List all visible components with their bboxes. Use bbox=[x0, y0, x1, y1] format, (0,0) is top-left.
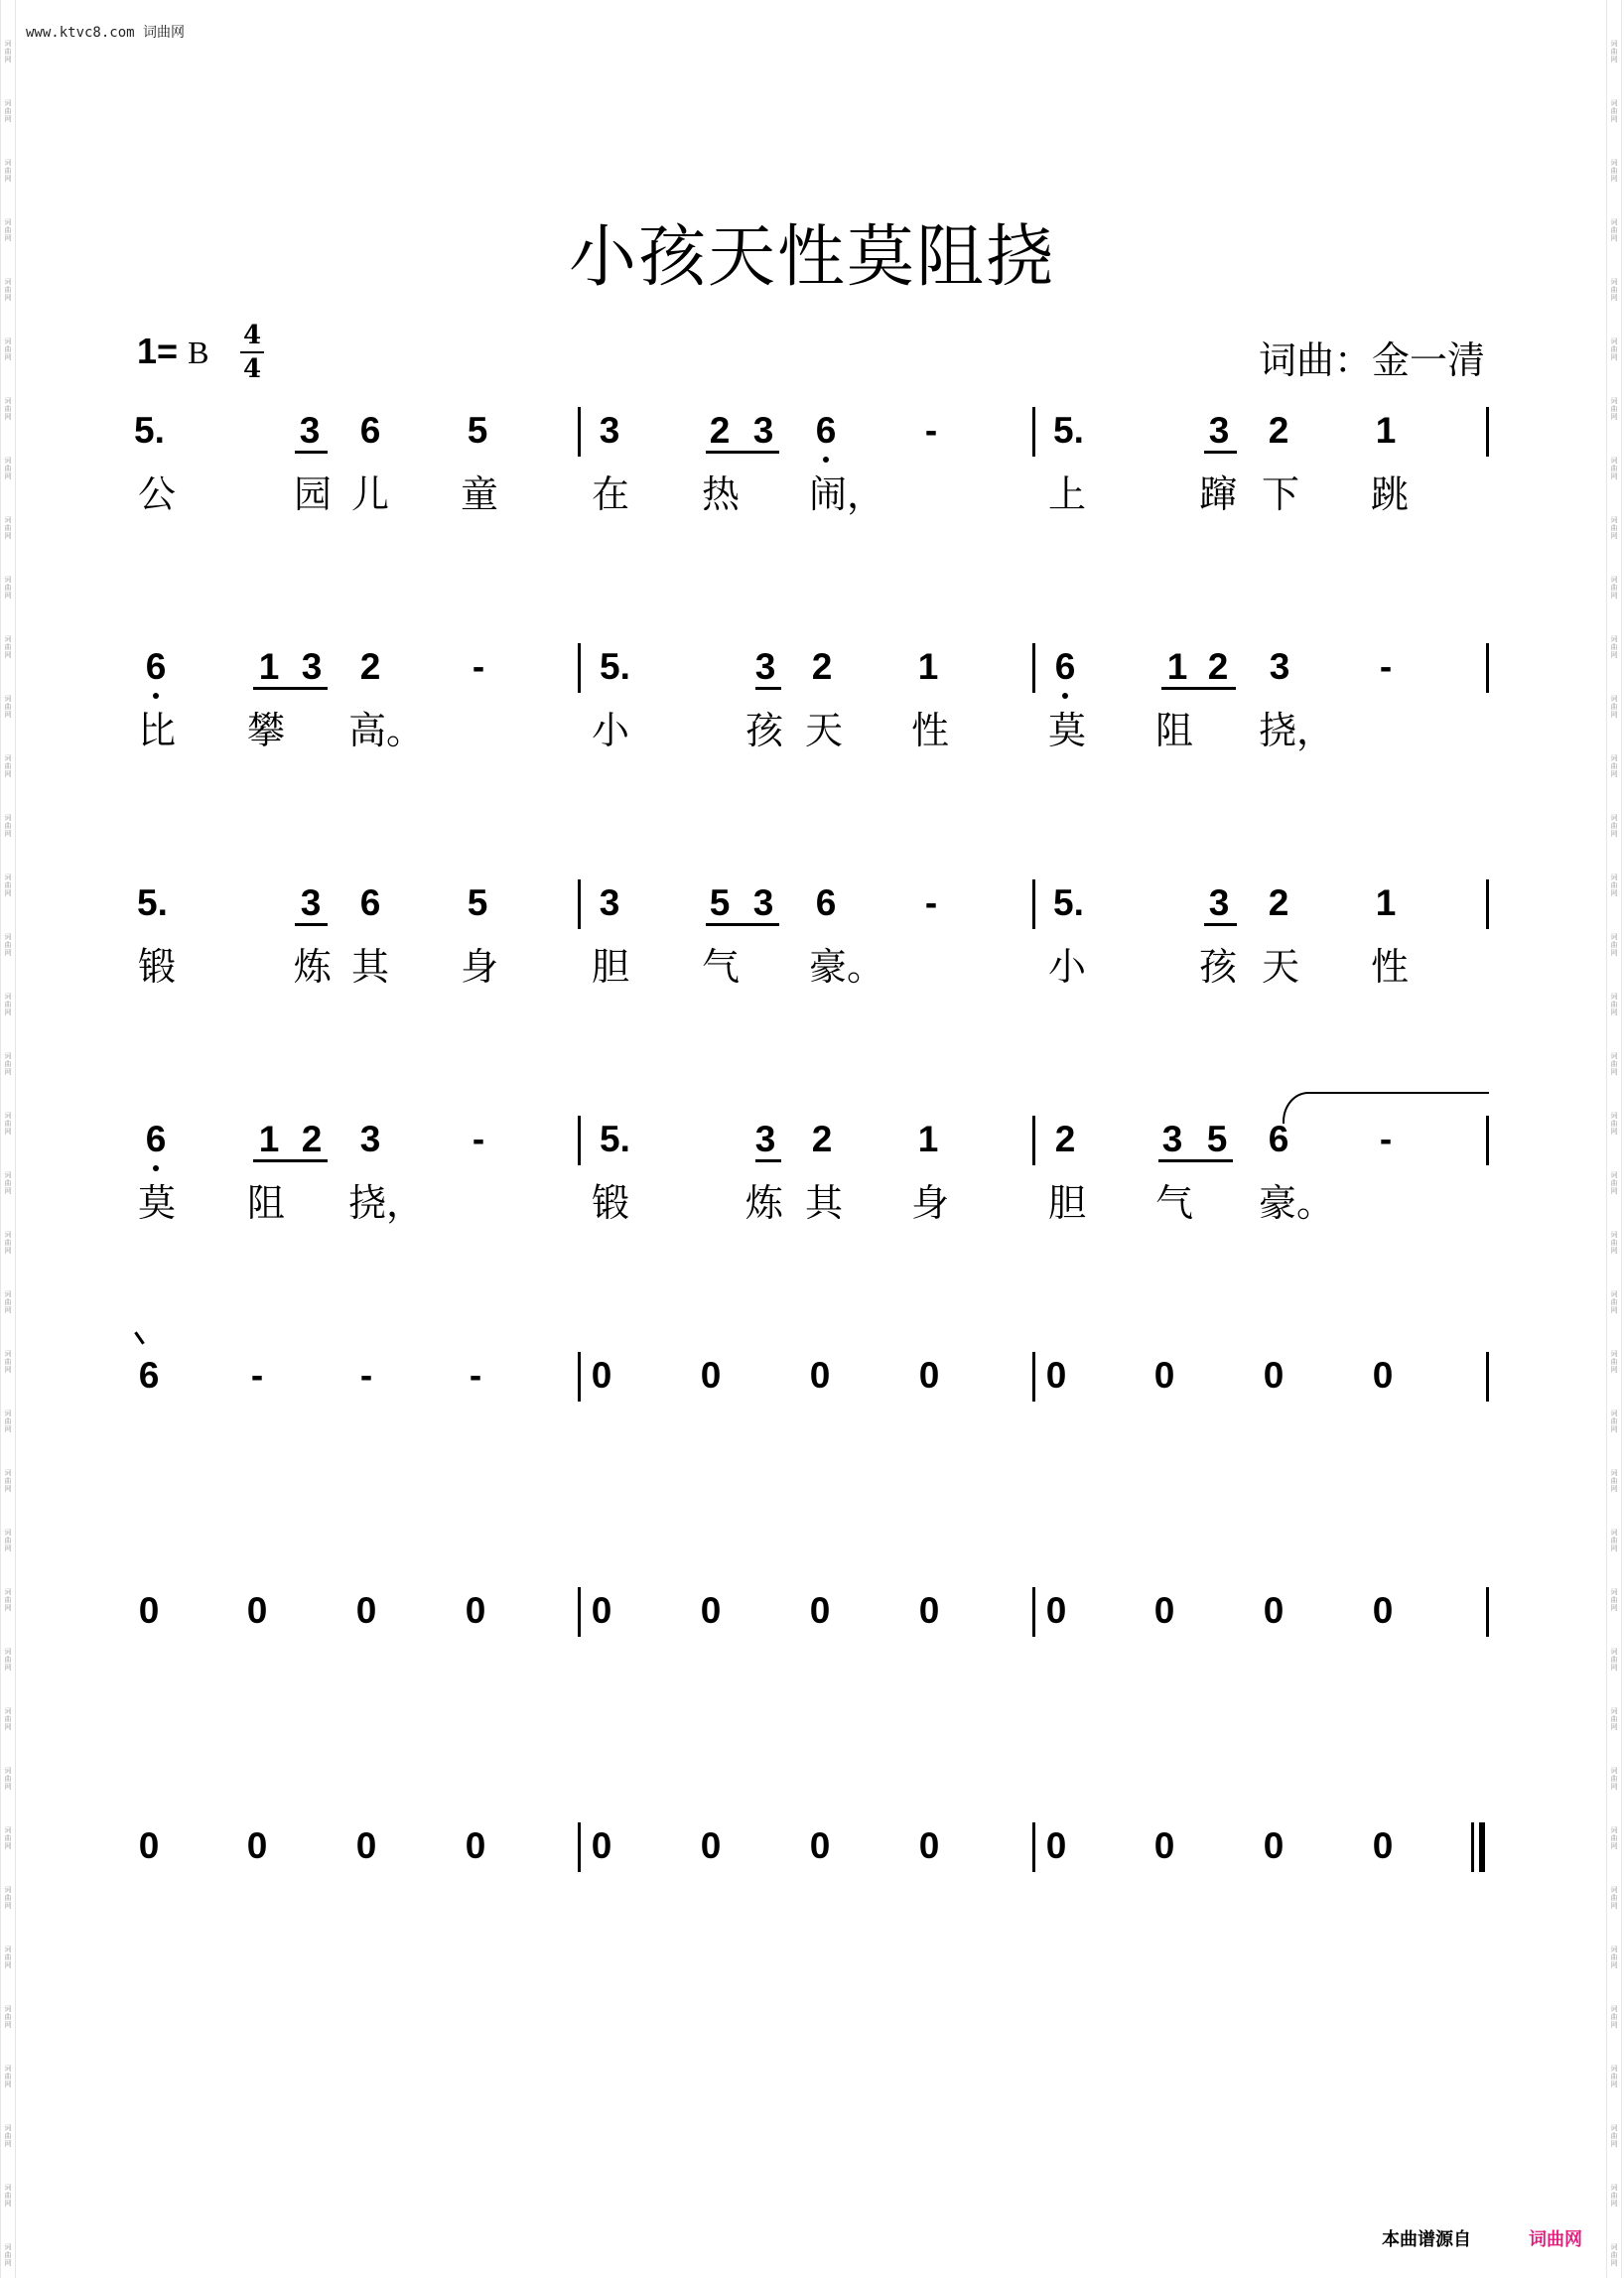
song-title: 小孩天性莫阻挠 bbox=[568, 218, 1055, 297]
note: 2 bbox=[1207, 646, 1229, 687]
note: 3 bbox=[1161, 1119, 1183, 1159]
watermark-mark: 词曲网 bbox=[1610, 2065, 1618, 2088]
note: 0 bbox=[918, 1825, 940, 1866]
note: 1 bbox=[258, 1119, 280, 1159]
watermark-mark: 词曲网 bbox=[1610, 1707, 1618, 1731]
watermark-mark: 词曲网 bbox=[1610, 1588, 1618, 1612]
note: 2 bbox=[811, 646, 833, 687]
watermark-mark: 词曲网 bbox=[4, 516, 12, 540]
breath-mark bbox=[134, 1331, 144, 1344]
low-octave-dot bbox=[823, 457, 829, 463]
note: 6 bbox=[138, 1355, 160, 1396]
left-watermark-strip bbox=[0, 0, 16, 2278]
note: 5. bbox=[1053, 882, 1084, 923]
lyric: 热 bbox=[701, 472, 740, 516]
watermark-mark: 词曲网 bbox=[1610, 1886, 1618, 1910]
watermark-mark: 词曲网 bbox=[4, 1171, 12, 1195]
note: 0 bbox=[1263, 1355, 1285, 1396]
lyric: 锻 bbox=[591, 1181, 629, 1225]
note: 0 bbox=[700, 1590, 722, 1631]
note: 0 bbox=[1372, 1825, 1394, 1866]
watermark-mark: 词曲网 bbox=[4, 635, 12, 659]
bar-line bbox=[578, 1116, 581, 1165]
watermark-mark: 词曲网 bbox=[4, 1767, 12, 1791]
note: 1 bbox=[1375, 882, 1397, 923]
beam-underline bbox=[755, 1159, 781, 1162]
watermark-mark: 词曲网 bbox=[4, 2243, 12, 2267]
watermark-mark: 词曲网 bbox=[1610, 754, 1618, 778]
lyric: 园 bbox=[293, 472, 332, 516]
note: 6 bbox=[1268, 1119, 1289, 1159]
lyric: 孩 bbox=[1198, 945, 1237, 989]
watermark-mark: 词曲网 bbox=[4, 1231, 12, 1255]
note: 6 bbox=[815, 410, 837, 451]
bar-line bbox=[1032, 1352, 1035, 1402]
lyric: 炼 bbox=[293, 945, 332, 989]
watermark-mark: 词曲网 bbox=[4, 695, 12, 719]
watermark-mark: 词曲网 bbox=[4, 40, 12, 64]
note: - bbox=[250, 1355, 264, 1396]
note: 6 bbox=[359, 882, 381, 923]
note: 0 bbox=[355, 1825, 377, 1866]
watermark-mark: 词曲网 bbox=[1610, 1826, 1618, 1850]
note: 0 bbox=[700, 1825, 722, 1866]
watermark-mark: 词曲网 bbox=[1610, 873, 1618, 897]
watermark-mark: 词曲网 bbox=[1610, 1945, 1618, 1969]
watermark-mark: 词曲网 bbox=[4, 457, 12, 480]
time-signature-top: 4 bbox=[242, 321, 262, 350]
low-octave-dot bbox=[153, 1165, 159, 1171]
note: 3 bbox=[300, 882, 322, 923]
note: 5. bbox=[600, 646, 630, 687]
low-octave-dot bbox=[153, 693, 159, 699]
note: 0 bbox=[918, 1590, 940, 1631]
lyric: 公 bbox=[137, 472, 176, 516]
watermark-mark: 词曲网 bbox=[4, 1529, 12, 1552]
watermark-mark: 词曲网 bbox=[4, 218, 12, 242]
note: 2 bbox=[811, 1119, 833, 1159]
lyric: 性 bbox=[1370, 945, 1409, 989]
note: 0 bbox=[1045, 1825, 1067, 1866]
note: 0 bbox=[465, 1825, 486, 1866]
watermark-mark: 词曲网 bbox=[1610, 1112, 1618, 1136]
watermark-mark: 词曲网 bbox=[4, 2184, 12, 2208]
watermark-mark: 词曲网 bbox=[1610, 2124, 1618, 2148]
note: 5 bbox=[467, 410, 488, 451]
note: 0 bbox=[1153, 1825, 1175, 1866]
lyric: 其 bbox=[350, 945, 389, 989]
watermark-mark: 词曲网 bbox=[4, 397, 12, 421]
note: 1 bbox=[917, 1119, 939, 1159]
watermark-mark: 词曲网 bbox=[1610, 814, 1618, 838]
beam-underline bbox=[253, 1159, 328, 1162]
note: 3 bbox=[1269, 646, 1290, 687]
lyric: 比 bbox=[137, 709, 176, 752]
note: - bbox=[472, 646, 485, 687]
bar-line bbox=[578, 407, 581, 457]
lyric: 攀 bbox=[246, 709, 285, 752]
note: 3 bbox=[1208, 410, 1230, 451]
lyric: 挠， bbox=[1259, 709, 1335, 752]
lyric: 小 bbox=[1047, 945, 1086, 989]
note: 6 bbox=[145, 646, 167, 687]
watermark-mark: 词曲网 bbox=[1610, 99, 1618, 123]
lyric: 下 bbox=[1261, 472, 1299, 516]
bar-line bbox=[578, 1352, 581, 1402]
watermark-mark: 词曲网 bbox=[4, 1945, 12, 1969]
time-signature-bottom: 4 bbox=[242, 354, 262, 384]
note: 2 bbox=[359, 646, 381, 687]
note: 0 bbox=[591, 1825, 612, 1866]
note: 5. bbox=[137, 882, 168, 923]
lyric: 胆 bbox=[591, 945, 629, 989]
note: 0 bbox=[138, 1590, 160, 1631]
note: 3 bbox=[752, 882, 774, 923]
key-signature bbox=[137, 331, 208, 372]
note: 0 bbox=[1263, 1590, 1285, 1631]
watermark-mark: 词曲网 bbox=[4, 933, 12, 957]
watermark-mark: 词曲网 bbox=[4, 2005, 12, 2029]
note: 2 bbox=[1268, 882, 1289, 923]
watermark-mark: 词曲网 bbox=[4, 337, 12, 361]
beam-underline bbox=[295, 451, 328, 454]
note: 0 bbox=[1153, 1355, 1175, 1396]
note: 3 bbox=[752, 410, 774, 451]
lyric: 气 bbox=[701, 945, 740, 989]
lyric: 孩 bbox=[744, 709, 783, 752]
slur-mark bbox=[1283, 1092, 1489, 1124]
key-equals: = bbox=[157, 331, 179, 371]
watermark-mark: 词曲网 bbox=[1610, 2243, 1618, 2267]
beam-underline bbox=[1158, 1159, 1233, 1162]
watermark-mark: 词曲网 bbox=[4, 754, 12, 778]
beam-underline bbox=[706, 451, 779, 454]
time-signature bbox=[238, 320, 266, 385]
watermark-mark: 词曲网 bbox=[4, 814, 12, 838]
watermark-mark: 词曲网 bbox=[4, 99, 12, 123]
low-octave-dot bbox=[1062, 693, 1068, 699]
note: 3 bbox=[301, 646, 323, 687]
lyric: 豪。 bbox=[1259, 1181, 1335, 1225]
note: 0 bbox=[246, 1590, 268, 1631]
note: 3 bbox=[299, 410, 321, 451]
watermark-mark: 词曲网 bbox=[1610, 457, 1618, 480]
watermark-mark: 词曲网 bbox=[1610, 1350, 1618, 1374]
bar-line bbox=[578, 879, 581, 929]
watermark-mark: 词曲网 bbox=[4, 2065, 12, 2088]
lyric: 闹， bbox=[809, 472, 885, 516]
lyric: 锻 bbox=[137, 945, 176, 989]
note: 1 bbox=[1166, 646, 1188, 687]
watermark-mark: 词曲网 bbox=[1610, 337, 1618, 361]
note: 3 bbox=[1208, 882, 1230, 923]
footer-source-label: 本曲谱源自 bbox=[1382, 2229, 1471, 2250]
note: 5 bbox=[709, 882, 731, 923]
lyric: 阻 bbox=[246, 1181, 285, 1225]
watermark-mark: 词曲网 bbox=[4, 1052, 12, 1076]
watermark-mark: 词曲网 bbox=[1610, 635, 1618, 659]
watermark-mark: 词曲网 bbox=[4, 1588, 12, 1612]
watermark-mark: 词曲网 bbox=[4, 1290, 12, 1314]
note: 5. bbox=[134, 410, 165, 451]
watermark-mark: 词曲网 bbox=[1610, 695, 1618, 719]
footer-brand-link[interactable]: 词曲网 bbox=[1529, 2229, 1582, 2250]
note: 0 bbox=[591, 1355, 612, 1396]
beam-underline bbox=[755, 687, 781, 690]
lyric: 身 bbox=[460, 945, 498, 989]
lyric: 气 bbox=[1154, 1181, 1193, 1225]
bar-line bbox=[1032, 1587, 1035, 1637]
watermark-mark: 词曲网 bbox=[4, 278, 12, 302]
site-header: www.ktvc8.com 词曲网 bbox=[26, 25, 186, 41]
note: - bbox=[469, 1355, 482, 1396]
note: 0 bbox=[138, 1825, 160, 1866]
beam-underline bbox=[706, 923, 779, 926]
note: 3 bbox=[599, 882, 620, 923]
watermark-mark: 词曲网 bbox=[4, 993, 12, 1016]
watermark-mark: 词曲网 bbox=[1610, 278, 1618, 302]
note: 0 bbox=[355, 1590, 377, 1631]
note: - bbox=[359, 1355, 373, 1396]
bar-line bbox=[1486, 879, 1489, 929]
bar-line bbox=[1032, 879, 1035, 929]
watermark-mark: 词曲网 bbox=[4, 2124, 12, 2148]
watermark-mark: 词曲网 bbox=[4, 1409, 12, 1433]
watermark-mark: 词曲网 bbox=[4, 1707, 12, 1731]
lyric: 炼 bbox=[744, 1181, 783, 1225]
note: 2 bbox=[301, 1119, 323, 1159]
watermark-mark: 词曲网 bbox=[1610, 2184, 1618, 2208]
note: 1 bbox=[258, 646, 280, 687]
note: 3 bbox=[359, 1119, 381, 1159]
beam-underline bbox=[1161, 687, 1236, 690]
note: 0 bbox=[465, 1590, 486, 1631]
watermark-mark: 词曲网 bbox=[4, 159, 12, 183]
watermark-mark: 词曲网 bbox=[1610, 576, 1618, 600]
watermark-mark: 词曲网 bbox=[4, 1350, 12, 1374]
watermark-mark: 词曲网 bbox=[4, 1469, 12, 1493]
lyric: 莫 bbox=[1047, 709, 1086, 752]
final-bar-thick bbox=[1479, 1822, 1485, 1872]
note: - bbox=[924, 410, 938, 451]
note: 0 bbox=[246, 1825, 268, 1866]
watermark-mark: 词曲网 bbox=[1610, 1171, 1618, 1195]
lyric: 小 bbox=[591, 709, 629, 752]
beam-underline bbox=[253, 687, 328, 690]
bar-line bbox=[1486, 407, 1489, 457]
beam-underline bbox=[1204, 451, 1237, 454]
watermark-mark: 词曲网 bbox=[1610, 933, 1618, 957]
note: 2 bbox=[709, 410, 731, 451]
credit: 词曲：金一清 bbox=[1258, 338, 1485, 382]
watermark-mark: 词曲网 bbox=[1610, 516, 1618, 540]
bar-line bbox=[1032, 1116, 1035, 1165]
note: 5 bbox=[467, 882, 488, 923]
note: 5. bbox=[600, 1119, 630, 1159]
watermark-mark: 词曲网 bbox=[4, 1886, 12, 1910]
lyric: 天 bbox=[804, 709, 843, 752]
watermark-mark: 词曲网 bbox=[4, 1648, 12, 1672]
lyric: 高。 bbox=[348, 709, 425, 752]
lyric: 性 bbox=[910, 709, 949, 752]
note: - bbox=[924, 882, 938, 923]
note: - bbox=[472, 1119, 485, 1159]
note: 2 bbox=[1054, 1119, 1076, 1159]
bar-line bbox=[1032, 1822, 1035, 1872]
note: 1 bbox=[917, 646, 939, 687]
watermark-mark: 词曲网 bbox=[1610, 1290, 1618, 1314]
note: 0 bbox=[809, 1825, 831, 1866]
lyric: 阻 bbox=[1154, 709, 1193, 752]
lyric: 身 bbox=[910, 1181, 949, 1225]
watermark-mark: 词曲网 bbox=[1610, 1052, 1618, 1076]
lyric: 童 bbox=[460, 472, 498, 516]
lyric: 挠， bbox=[348, 1181, 425, 1225]
lyric: 在 bbox=[591, 472, 629, 516]
watermark-mark: 词曲网 bbox=[1610, 159, 1618, 183]
note: - bbox=[1379, 1119, 1393, 1159]
lyric: 跳 bbox=[1370, 472, 1409, 516]
lyric: 豪。 bbox=[809, 945, 885, 989]
lyric: 其 bbox=[804, 1181, 843, 1225]
note: 0 bbox=[809, 1590, 831, 1631]
lyric: 天 bbox=[1261, 945, 1299, 989]
note: 6 bbox=[359, 410, 381, 451]
note: 3 bbox=[754, 1119, 776, 1159]
note: 0 bbox=[1045, 1355, 1067, 1396]
watermark-mark: 词曲网 bbox=[1610, 1231, 1618, 1255]
note: 2 bbox=[1268, 410, 1289, 451]
bar-line bbox=[578, 1587, 581, 1637]
bar-line bbox=[1486, 1587, 1489, 1637]
lyric: 上 bbox=[1047, 472, 1086, 516]
watermark-mark: 词曲网 bbox=[4, 1826, 12, 1850]
note: 0 bbox=[1153, 1590, 1175, 1631]
watermark-mark: 词曲网 bbox=[1610, 1469, 1618, 1493]
beam-underline bbox=[1204, 923, 1237, 926]
key-tonic: 1 bbox=[137, 331, 158, 371]
note: 3 bbox=[599, 410, 620, 451]
note: 6 bbox=[815, 882, 837, 923]
watermark-mark: 词曲网 bbox=[1610, 993, 1618, 1016]
watermark-mark: 词曲网 bbox=[1610, 218, 1618, 242]
watermark-mark: 词曲网 bbox=[1610, 2005, 1618, 2029]
note: - bbox=[1379, 646, 1393, 687]
final-bar-thin bbox=[1471, 1822, 1474, 1872]
watermark-mark: 词曲网 bbox=[4, 576, 12, 600]
watermark-mark: 词曲网 bbox=[1610, 1529, 1618, 1552]
note: 0 bbox=[1263, 1825, 1285, 1866]
note: 0 bbox=[591, 1590, 612, 1631]
watermark-mark: 词曲网 bbox=[4, 873, 12, 897]
watermark-mark: 词曲网 bbox=[1610, 40, 1618, 64]
note: 5. bbox=[1053, 410, 1084, 451]
bar-line bbox=[1486, 1352, 1489, 1402]
bar-line bbox=[1032, 643, 1035, 693]
watermark-mark: 词曲网 bbox=[1610, 1648, 1618, 1672]
bar-line bbox=[1486, 643, 1489, 693]
note: 0 bbox=[1372, 1590, 1394, 1631]
note: 6 bbox=[145, 1119, 167, 1159]
note: 0 bbox=[1372, 1355, 1394, 1396]
watermark-mark: 词曲网 bbox=[4, 1112, 12, 1136]
note: 0 bbox=[809, 1355, 831, 1396]
note: 5 bbox=[1206, 1119, 1228, 1159]
watermark-mark: 词曲网 bbox=[1610, 1767, 1618, 1791]
watermark-mark: 词曲网 bbox=[1610, 1409, 1618, 1433]
bar-line bbox=[1032, 407, 1035, 457]
bar-line bbox=[578, 1822, 581, 1872]
note: 1 bbox=[1375, 410, 1397, 451]
lyric: 胆 bbox=[1047, 1181, 1086, 1225]
note: 6 bbox=[1054, 646, 1076, 687]
note: 3 bbox=[754, 646, 776, 687]
lyric: 莫 bbox=[137, 1181, 176, 1225]
note: 0 bbox=[700, 1355, 722, 1396]
note: 0 bbox=[1045, 1590, 1067, 1631]
lyric: 儿 bbox=[350, 472, 389, 516]
key-name: B bbox=[188, 335, 209, 370]
right-watermark-strip bbox=[1606, 0, 1622, 2278]
watermark-mark: 词曲网 bbox=[1610, 397, 1618, 421]
beam-underline bbox=[295, 923, 328, 926]
bar-line bbox=[578, 643, 581, 693]
note: 0 bbox=[918, 1355, 940, 1396]
lyric: 蹿 bbox=[1198, 472, 1237, 516]
